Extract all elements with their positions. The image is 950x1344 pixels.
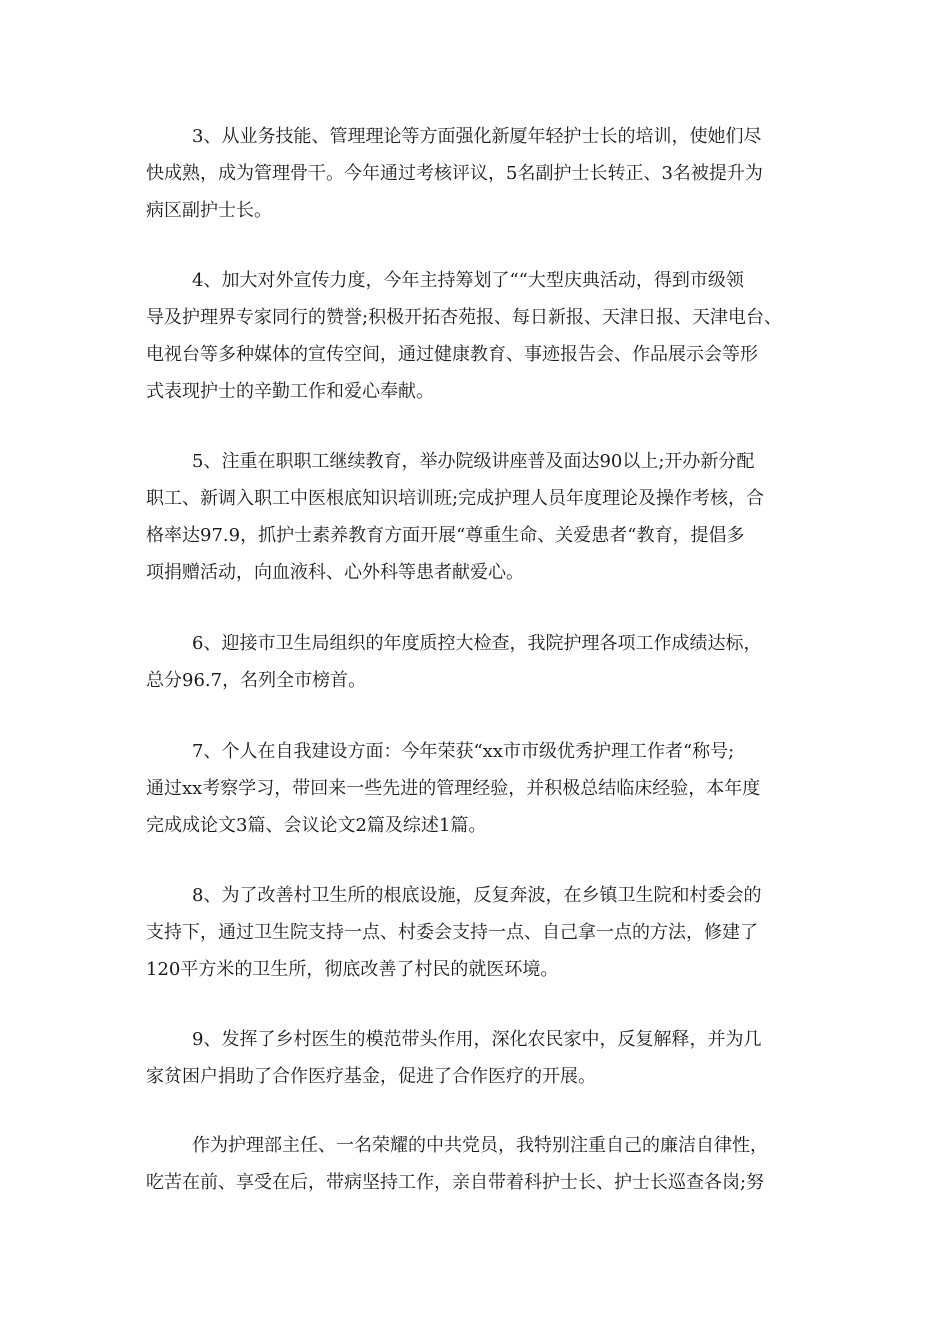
paragraph-line: 家贫困户捐助了合作医疗基金，促进了合作医疗的开展。 [146,1066,596,1087]
paragraph-line: 3、从业务技能、管理理论等方面强化新厦年轻护士长的培训，使她们尽 [192,126,762,147]
paragraph-line: 总分96.7，名列全市榜首。 [146,670,367,691]
paragraph-line: 6、迎接市卫生局组织的年度质控大检查，我院护理各项工作成绩达标， [192,633,762,654]
paragraph-line: 吃苦在前、享受在后，带病坚持工作，亲自带着科护士长、护士长巡查各岗;努 [146,1172,765,1193]
paragraph-line: 式表现护士的辛勤工作和爱心奉献。 [146,381,434,402]
paragraph-item-5 [146,443,816,591]
paragraph-line: 完成成论文3篇、会议论文2篇及综述1篇。 [146,815,487,836]
paragraph-line: 通过xx考察学习，带回来一些先进的管理经验，并积极总结临床经验，本年度 [146,778,761,799]
paragraph-item-9 [146,1021,816,1095]
paragraph-line: 作为护理部主任、一名荣耀的中共党员，我特别注重自己的廉洁自律性， [192,1135,768,1156]
paragraph-line: 项捐赠活动，向血液科、心外科等患者献爱心。 [146,562,524,583]
paragraph-line: 7、个人在自我建设方面：今年荣获“xx市市级优秀护理工作者“称号; [192,741,735,762]
paragraph-line: 快成熟，成为管理骨干。今年通过考核评议，5名副护士长转正、3名被提升为 [146,163,763,184]
paragraph-line: 支持下，通过卫生院支持一点、村委会支持一点、自己拿一点的方法，修建了 [146,922,758,943]
paragraph-line: 职工、新调入职工中医根底知识培训班;完成护理人员年度理论及操作考核，合 [146,488,765,509]
paragraph-line: 格率达97.9，抓护士素养教育方面开展“尊重生命、关爱患者“教育，提倡多 [146,525,745,546]
paragraph-item-6 [146,625,816,699]
paragraph-closing [146,1127,816,1201]
paragraph-line: 4、加大对外宣传力度，今年主持筹划了““大型庆典活动，得到市级领 [192,270,744,291]
paragraph-line: 电视台等多种媒体的宣传空间，通过健康教育、事迹报告会、作品展示会等形 [146,344,758,365]
paragraph-item-3 [146,118,816,229]
paragraph-item-8 [146,877,816,988]
paragraph-line: 导及护理界专家同行的赞誉;积极开拓杏苑报、每日新报、天津日报、天津电台、 [146,307,783,328]
paragraph-item-7 [146,733,816,844]
paragraph-line: 病区副护士长。 [146,200,272,221]
paragraph-line: 120平方米的卫生所，彻底改善了村民的就医环境。 [146,959,559,980]
paragraph-line: 9、发挥了乡村医生的模范带头作用，深化农民家中，反复解释，并为几 [192,1029,762,1050]
paragraph-line: 8、为了改善村卫生所的根底设施，反复奔波，在乡镇卫生院和村委会的 [192,885,762,906]
paragraph-item-4 [146,262,816,410]
paragraph-line: 5、注重在职职工继续教育，举办院级讲座普及面达90以上;开办新分配 [192,451,755,472]
